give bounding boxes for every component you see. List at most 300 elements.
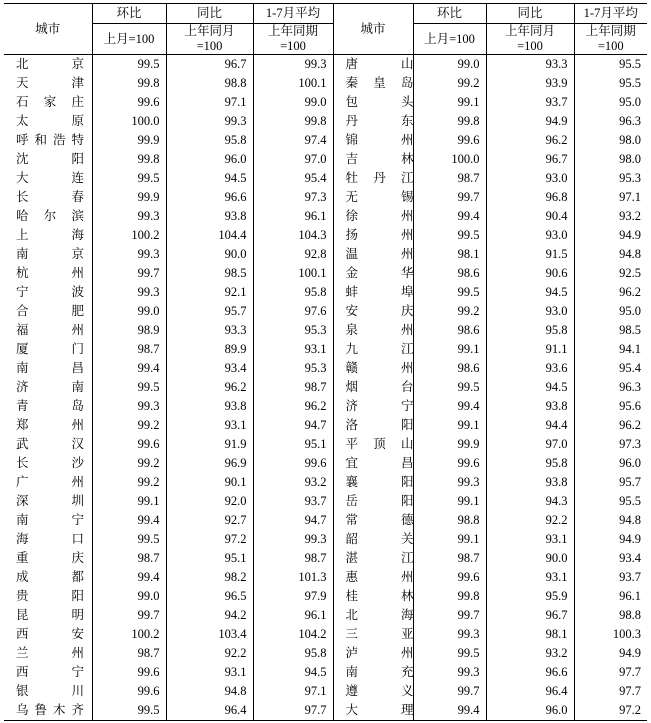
city-name-right-cell — [333, 226, 413, 245]
yoy-value-left-cell — [166, 321, 253, 340]
avg-value-right-cell — [574, 663, 647, 682]
avg-value-left: 93.1 — [304, 342, 327, 356]
avg-value-right: 97.2 — [619, 703, 641, 717]
mom-value-left: 99.2 — [137, 475, 160, 489]
city-name-left: 西宁 — [16, 665, 84, 679]
avg-value-right-cell — [574, 549, 647, 568]
avg-base-line2: =100 — [280, 39, 306, 53]
yoy-value-right: 98.1 — [545, 627, 568, 641]
yoy-value-right: 90.0 — [545, 551, 568, 565]
mom-value-left-cell — [92, 321, 166, 340]
city-name-right-cell — [333, 549, 413, 568]
yoy-value-left-cell — [166, 93, 253, 112]
avg-value-left: 97.0 — [304, 152, 327, 166]
yoy-value-right: 91.5 — [545, 247, 568, 261]
avg-value-right: 94.1 — [619, 342, 641, 356]
avg-value-left: 101.3 — [298, 570, 327, 584]
avg-value-right: 95.5 — [619, 57, 641, 71]
city-name-right: 洛阳 — [345, 418, 413, 432]
yoy-base-line2: =100 — [196, 39, 223, 53]
mom-value-right-cell — [413, 169, 486, 188]
yoy-base-line1: 上年同月 — [504, 24, 555, 38]
city-name-right-cell — [333, 74, 413, 93]
yoy-value-right-cell — [486, 663, 574, 682]
mom-value-right-cell — [413, 682, 486, 701]
yoy-value-left: 92.7 — [224, 513, 247, 527]
city-name-right-cell — [333, 169, 413, 188]
city-name-right: 吉林 — [345, 152, 413, 166]
mom-value-left: 99.5 — [137, 57, 160, 71]
yoy-value-left: 99.3 — [224, 114, 247, 128]
yoy-value-left: 98.2 — [224, 570, 247, 584]
mom-value-left-cell — [92, 606, 166, 625]
avg-value-left-cell — [253, 245, 333, 264]
city-name-left: 大连 — [16, 171, 84, 185]
mom-value-left-cell — [92, 701, 166, 721]
yoy-value-left-cell — [166, 587, 253, 606]
table-row — [4, 682, 647, 701]
mom-value-right-cell — [413, 663, 486, 682]
table-row — [4, 207, 647, 226]
table-row — [4, 378, 647, 397]
city-name-right: 常德 — [345, 513, 413, 527]
city-name-right: 烟台 — [345, 380, 413, 394]
yoy-value-left-cell — [166, 169, 253, 188]
yoy-value-right: 94.4 — [545, 418, 568, 432]
avg-value-left-cell — [253, 511, 333, 530]
table-row — [4, 245, 647, 264]
city-name-left-cell — [4, 454, 92, 473]
avg-value-right-cell — [574, 397, 647, 416]
mom-value-right: 98.6 — [457, 361, 480, 375]
yoy-value-left: 96.6 — [224, 190, 247, 204]
avg-value-right-cell — [574, 568, 647, 587]
mom-value-left-cell — [92, 473, 166, 492]
mom-value-right: 98.8 — [457, 513, 480, 527]
city-name-left: 厦门 — [16, 342, 84, 356]
yoy-value-left: 96.2 — [224, 380, 247, 394]
yoy-value-right-cell — [486, 473, 574, 492]
mom-value-right-cell — [413, 245, 486, 264]
city-name-right-cell — [333, 682, 413, 701]
city-name-right: 济宁 — [345, 399, 413, 413]
city-name-left-cell — [4, 701, 92, 721]
yoy-value-right-cell — [486, 397, 574, 416]
city-name-left-cell — [4, 245, 92, 264]
avg-value-right-cell — [574, 74, 647, 93]
avg-value-left-cell — [253, 226, 333, 245]
mom-value-right: 99.4 — [457, 209, 480, 223]
avg-value-right-cell — [574, 416, 647, 435]
avg-value-right-cell — [574, 359, 647, 378]
yoy-value-right: 94.5 — [545, 285, 568, 299]
yoy-value-left: 96.4 — [224, 703, 247, 717]
yoy-value-left-cell — [166, 55, 253, 75]
avg-value-left-cell — [253, 492, 333, 511]
city-name-left: 合肥 — [16, 304, 84, 318]
mom-value-left: 100.2 — [131, 228, 160, 242]
mom-value-right-cell — [413, 473, 486, 492]
city-name-left-cell — [4, 587, 92, 606]
yoy-value-right: 91.1 — [545, 342, 568, 356]
avg-value-left: 97.4 — [304, 133, 327, 147]
mom-value-left: 99.8 — [137, 76, 160, 90]
mom-value-right: 98.6 — [457, 323, 480, 337]
mom-value-right-cell — [413, 568, 486, 587]
city-name-right: 丹东 — [345, 114, 413, 128]
yoy-value-left-cell — [166, 511, 253, 530]
mom-value-left: 99.2 — [137, 418, 160, 432]
yoy-value-left: 104.4 — [218, 228, 247, 242]
yoy-value-left: 89.9 — [224, 342, 247, 356]
city-name-right-cell — [333, 644, 413, 663]
city-name-right-cell — [333, 492, 413, 511]
avg-value-left-cell — [253, 701, 333, 721]
mom-value-right-cell — [413, 207, 486, 226]
city-name-left: 长春 — [16, 190, 84, 204]
yoy-value-right: 96.0 — [545, 703, 568, 717]
city-name-right-cell — [333, 188, 413, 207]
avg-value-right-cell — [574, 283, 647, 302]
mom-value-left-cell — [92, 188, 166, 207]
mom-value-left-cell — [92, 530, 166, 549]
city-name-right: 金华 — [345, 266, 413, 280]
table-row — [4, 663, 647, 682]
yoy-value-left-cell — [166, 302, 253, 321]
avg-value-left-cell — [253, 587, 333, 606]
avg-value-right: 93.2 — [619, 209, 641, 223]
yoy-value-right-cell — [486, 701, 574, 721]
yoy-value-left-cell — [166, 188, 253, 207]
city-name-right-cell — [333, 701, 413, 721]
table-row — [4, 473, 647, 492]
avg-value-left-cell — [253, 55, 333, 75]
avg-value-right: 100.3 — [612, 627, 641, 641]
yoy-value-left-cell — [166, 416, 253, 435]
avg-value-left-cell — [253, 435, 333, 454]
avg-value-left: 99.6 — [304, 456, 327, 470]
avg-value-right-cell — [574, 606, 647, 625]
mom-value-left: 99.5 — [137, 532, 160, 546]
yoy-value-right-cell — [486, 682, 574, 701]
city-name-left-cell — [4, 131, 92, 150]
mom-value-right: 99.6 — [457, 570, 480, 584]
mom-value-left-cell — [92, 283, 166, 302]
avg-value-right-cell — [574, 150, 647, 169]
table-row — [4, 93, 647, 112]
table-row — [4, 397, 647, 416]
yoy-value-right: 93.6 — [545, 361, 568, 375]
yoy-value-right: 96.7 — [545, 608, 568, 622]
avg-value-right: 95.7 — [619, 475, 641, 489]
city-name-left-cell — [4, 302, 92, 321]
mom-value-left-cell — [92, 245, 166, 264]
avg-value-right-cell — [574, 530, 647, 549]
mom-value-right-cell — [413, 340, 486, 359]
avg-value-right-cell — [574, 701, 647, 721]
header-mom-base-left — [92, 24, 166, 55]
yoy-value-left: 97.1 — [224, 95, 247, 109]
avg-value-left: 104.2 — [298, 627, 327, 641]
yoy-value-left-cell — [166, 568, 253, 587]
yoy-value-left-cell — [166, 644, 253, 663]
city-name-right: 赣州 — [345, 361, 413, 375]
mom-value-left: 99.8 — [137, 152, 160, 166]
yoy-value-right: 96.8 — [545, 190, 568, 204]
city-name-right: 徐州 — [345, 209, 413, 223]
yoy-value-right: 95.8 — [545, 323, 568, 337]
table-row — [4, 454, 647, 473]
mom-value-right: 99.1 — [457, 494, 480, 508]
city-name-right-cell — [333, 625, 413, 644]
city-name-right-cell — [333, 112, 413, 131]
city-name-left-cell — [4, 207, 92, 226]
city-name-left-cell — [4, 549, 92, 568]
city-name-right: 韶关 — [345, 532, 413, 546]
yoy-value-right-cell — [486, 150, 574, 169]
city-name-right-cell — [333, 359, 413, 378]
mom-value-left-cell — [92, 492, 166, 511]
yoy-value-left: 96.0 — [224, 152, 247, 166]
avg-value-left: 100.1 — [298, 266, 327, 280]
avg-value-right: 98.0 — [619, 152, 641, 166]
avg-value-right: 94.9 — [619, 646, 641, 660]
mom-value-left-cell — [92, 454, 166, 473]
yoy-value-left-cell — [166, 435, 253, 454]
yoy-value-right-cell — [486, 454, 574, 473]
yoy-value-left: 96.9 — [224, 456, 247, 470]
city-name-left-cell — [4, 150, 92, 169]
mom-value-left: 99.5 — [137, 171, 160, 185]
avg-value-left-cell — [253, 340, 333, 359]
city-name-left-cell — [4, 530, 92, 549]
city-name-right: 大理 — [345, 703, 413, 717]
avg-value-right: 94.9 — [619, 532, 641, 546]
avg-value-left: 93.7 — [304, 494, 327, 508]
mom-value-left: 99.6 — [137, 684, 160, 698]
yoy-value-left-cell — [166, 226, 253, 245]
avg-base-line1: 上年同期 — [267, 24, 318, 38]
avg-value-left-cell — [253, 321, 333, 340]
yoy-value-right-cell — [486, 587, 574, 606]
table-row — [4, 169, 647, 188]
city-name-left: 沈阳 — [16, 152, 84, 166]
yoy-value-right: 96.4 — [545, 684, 568, 698]
mom-value-left: 99.9 — [137, 133, 160, 147]
mom-base-label: 上月=100 — [103, 31, 155, 46]
yoy-value-right-cell — [486, 340, 574, 359]
yoy-value-right-cell — [486, 245, 574, 264]
table-row — [4, 530, 647, 549]
avg-value-left-cell — [253, 169, 333, 188]
yoy-value-left-cell — [166, 473, 253, 492]
avg-value-right-cell — [574, 492, 647, 511]
city-name-left-cell — [4, 606, 92, 625]
mom-value-right-cell — [413, 378, 486, 397]
yoy-value-left-cell — [166, 131, 253, 150]
avg-value-left-cell — [253, 283, 333, 302]
yoy-value-left-cell — [166, 245, 253, 264]
city-name-right-cell — [333, 454, 413, 473]
yoy-value-left: 90.0 — [224, 247, 247, 261]
table-row — [4, 340, 647, 359]
city-name-right-cell — [333, 55, 413, 75]
mom-value-left-cell — [92, 74, 166, 93]
avg-value-right: 96.3 — [619, 380, 641, 394]
mom-value-right: 98.1 — [457, 247, 480, 261]
mom-value-right-cell — [413, 416, 486, 435]
mom-value-right-cell — [413, 644, 486, 663]
mom-value-left-cell — [92, 207, 166, 226]
yoy-value-right: 95.8 — [545, 456, 568, 470]
yoy-value-left: 90.1 — [224, 475, 247, 489]
mom-value-left: 98.7 — [137, 342, 160, 356]
avg-value-left: 95.1 — [304, 437, 327, 451]
yoy-value-right-cell — [486, 302, 574, 321]
city-name-left: 武汉 — [16, 437, 84, 451]
table-row — [4, 226, 647, 245]
price-index-table — [4, 3, 647, 721]
yoy-value-right-cell — [486, 568, 574, 587]
mom-value-left-cell — [92, 359, 166, 378]
mom-value-left-cell — [92, 663, 166, 682]
table-row — [4, 492, 647, 511]
avg-value-left-cell — [253, 416, 333, 435]
city-name-right: 北海 — [345, 608, 413, 622]
avg-value-left: 96.1 — [304, 209, 327, 223]
mom-value-right: 100.0 — [451, 152, 480, 166]
city-name-right-cell — [333, 264, 413, 283]
mom-value-left-cell — [92, 625, 166, 644]
city-name-right: 宜昌 — [345, 456, 413, 470]
city-name-left: 呼和浩特 — [16, 133, 84, 147]
avg-value-right-cell — [574, 378, 647, 397]
city-name-left-cell — [4, 340, 92, 359]
header-avg-base-left — [253, 24, 333, 55]
avg-value-right: 98.5 — [619, 323, 641, 337]
mom-value-left-cell — [92, 511, 166, 530]
yoy-value-right: 93.8 — [545, 475, 568, 489]
table-row — [4, 644, 647, 663]
avg-value-right: 95.6 — [619, 399, 641, 413]
yoy-value-right: 93.0 — [545, 304, 568, 318]
yoy-value-left: 92.1 — [224, 285, 247, 299]
mom-value-right: 99.7 — [457, 684, 480, 698]
header-yoy-right: 同比 — [486, 4, 574, 24]
yoy-value-left: 93.8 — [224, 209, 247, 223]
yoy-value-right-cell — [486, 93, 574, 112]
mom-value-right-cell — [413, 549, 486, 568]
yoy-value-left: 95.1 — [224, 551, 247, 565]
yoy-value-left: 93.1 — [224, 418, 247, 432]
yoy-value-left-cell — [166, 207, 253, 226]
table-row — [4, 568, 647, 587]
yoy-value-left-cell — [166, 606, 253, 625]
city-name-left-cell — [4, 359, 92, 378]
city-name-right-cell — [333, 416, 413, 435]
table-row — [4, 416, 647, 435]
avg-value-right-cell — [574, 644, 647, 663]
mom-value-left-cell — [92, 549, 166, 568]
yoy-value-left-cell — [166, 378, 253, 397]
mom-value-right: 99.1 — [457, 342, 480, 356]
city-name-right: 秦皇岛 — [345, 76, 413, 90]
mom-value-left: 100.2 — [131, 627, 160, 641]
city-name-right-cell — [333, 302, 413, 321]
mom-value-left-cell — [92, 131, 166, 150]
city-name-right: 唐山 — [345, 57, 413, 71]
mom-value-right-cell — [413, 112, 486, 131]
avg-value-right-cell — [574, 226, 647, 245]
mom-value-right-cell — [413, 606, 486, 625]
city-name-right: 蚌埠 — [345, 285, 413, 299]
avg-value-right-cell — [574, 435, 647, 454]
avg-base-line2: =100 — [597, 39, 624, 53]
yoy-value-left: 93.8 — [224, 399, 247, 413]
yoy-value-right-cell — [486, 131, 574, 150]
city-name-left: 福州 — [16, 323, 84, 337]
avg-value-left: 97.1 — [304, 684, 327, 698]
mom-value-left: 99.2 — [137, 456, 160, 470]
city-name-left: 南京 — [16, 247, 84, 261]
city-name-right-cell — [333, 435, 413, 454]
city-name-left-cell — [4, 378, 92, 397]
yoy-value-left: 98.5 — [224, 266, 247, 280]
city-name-right: 泸州 — [345, 646, 413, 660]
mom-value-left-cell — [92, 302, 166, 321]
mom-value-left-cell — [92, 93, 166, 112]
yoy-value-right: 93.3 — [545, 57, 568, 71]
yoy-value-left-cell — [166, 663, 253, 682]
mom-value-right-cell — [413, 302, 486, 321]
yoy-value-left: 93.3 — [224, 323, 247, 337]
mom-value-right: 99.4 — [457, 399, 480, 413]
mom-value-right: 99.8 — [457, 589, 480, 603]
city-name-left: 广州 — [16, 475, 84, 489]
header-yoy-base-right — [486, 24, 574, 55]
avg-value-left-cell — [253, 625, 333, 644]
yoy-value-left: 95.8 — [224, 133, 247, 147]
yoy-value-left-cell — [166, 682, 253, 701]
yoy-value-left: 98.8 — [224, 76, 247, 90]
yoy-value-right: 94.5 — [545, 380, 568, 394]
header-yoy-base-left — [166, 24, 253, 55]
mom-value-right: 99.1 — [457, 418, 480, 432]
city-name-left: 长沙 — [16, 456, 84, 470]
avg-value-right-cell — [574, 55, 647, 75]
city-name-right: 温州 — [345, 247, 413, 261]
table-row — [4, 587, 647, 606]
mom-value-left-cell — [92, 55, 166, 75]
avg-value-right-cell — [574, 264, 647, 283]
avg-value-right-cell — [574, 302, 647, 321]
avg-value-right: 95.5 — [619, 494, 641, 508]
city-name-right-cell — [333, 568, 413, 587]
mom-value-right: 99.3 — [457, 627, 480, 641]
city-name-right-cell — [333, 587, 413, 606]
yoy-value-left: 96.5 — [224, 589, 247, 603]
city-name-left-cell — [4, 663, 92, 682]
avg-value-left-cell — [253, 378, 333, 397]
mom-value-left: 99.6 — [137, 665, 160, 679]
yoy-value-left: 97.2 — [224, 532, 247, 546]
yoy-value-left: 92.0 — [224, 494, 247, 508]
mom-value-right-cell — [413, 264, 486, 283]
avg-value-left: 99.0 — [304, 95, 327, 109]
yoy-value-right-cell — [486, 264, 574, 283]
mom-value-left-cell — [92, 435, 166, 454]
avg-value-left: 97.7 — [304, 703, 327, 717]
